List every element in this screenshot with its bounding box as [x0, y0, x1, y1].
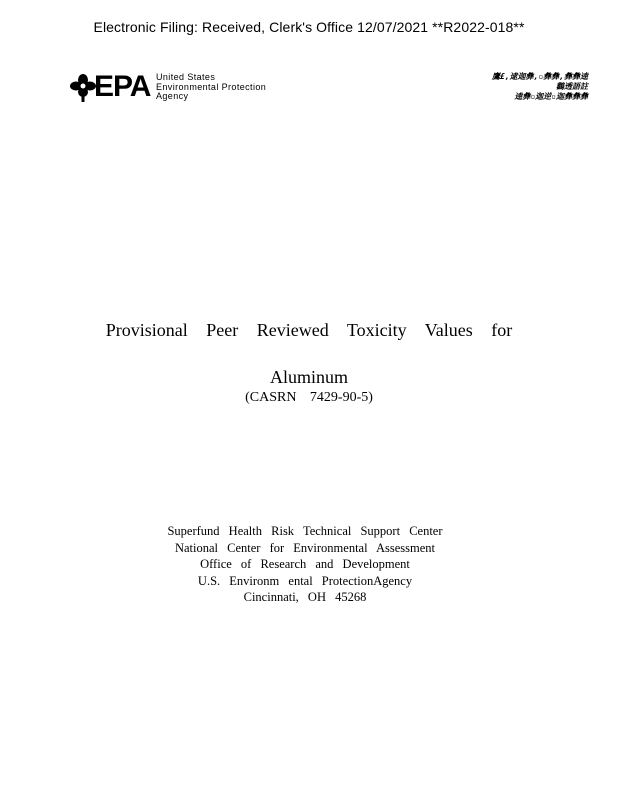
- document-title: Provisional Peer Reviewed Toxicity Values for: [105, 320, 513, 340]
- agency-line-3: Agency: [156, 91, 189, 101]
- epa-wordmark: EPA: [94, 70, 151, 103]
- casrn-number: (CASRN 7429-90-5): [245, 390, 373, 405]
- issuing-office-address: [0, 523, 610, 606]
- corner-stamp: [458, 72, 588, 102]
- address-line-3: Office of Research and Development: [200, 557, 410, 571]
- corner-stamp-line-1: 鷹£,逮迦彝,▫彝彝,彝彝逵: [491, 72, 588, 81]
- document-subject: Aluminum: [269, 367, 348, 387]
- address-line-1: Superfund Health Risk Technical Support Center: [167, 524, 443, 538]
- epa-flower-icon: [70, 73, 96, 103]
- address-line-4: U.S. Environm ental ProtectionAgency: [197, 573, 413, 588]
- agency-name: [156, 73, 266, 102]
- corner-stamp-line-3: 逵彝▫迦逆▫迦彝彝彝: [514, 92, 588, 101]
- epa-logo: [70, 70, 280, 105]
- corner-stamp-line-2: 鸛透語註: [556, 82, 588, 91]
- address-line-2: National Center for Environmental Assessment: [174, 540, 436, 555]
- agency-line-2: Environmental Protection: [156, 81, 267, 92]
- agency-line-1: United States: [156, 72, 216, 82]
- filing-stamp: Electronic Filing: Received, Clerk's Office 12/07/2021 **R2022-018**: [93, 19, 525, 35]
- address-line-5: Cincinnati, OH 45268: [243, 590, 367, 604]
